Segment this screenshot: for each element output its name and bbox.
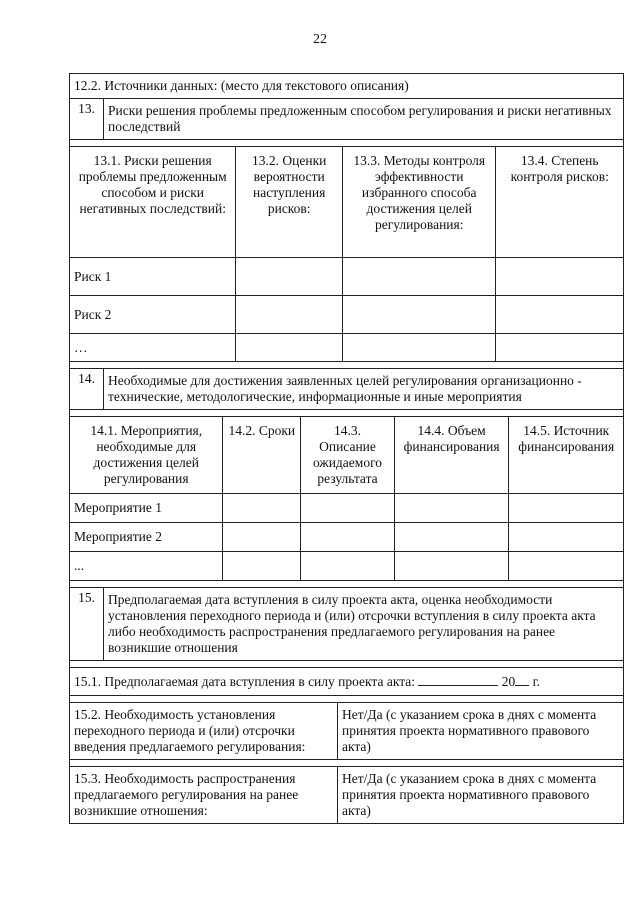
risk-1-methods xyxy=(343,258,496,295)
col-13-4-header: 13.4. Степень контроля рисков: xyxy=(510,153,609,184)
section-15-2-value: Нет/Да (с указанием срока в днях с момента принятия проекта нормативного правового акта) xyxy=(342,707,597,754)
measure-1-source xyxy=(509,494,623,522)
section-15-1-label: 15.1. Предполагаемая дата вступления в силу проекта акта: xyxy=(74,674,416,689)
col-13-1-header: 13.1. Риски решения проблемы предложенным способом и риски негативных последствий: xyxy=(70,147,236,257)
col-13-3-header: 13.3. Методы контроля эффективности избранного способа достижения целей регулирования: xyxy=(343,147,496,257)
col-14-2-header: 14.2. Сроки xyxy=(223,417,301,493)
section-15-1 xyxy=(69,667,624,696)
measure-more-label: ... xyxy=(70,552,223,580)
col-13-2-header: 13.2. Оценки вероятности наступления рисков: xyxy=(236,147,343,257)
measure-1-result xyxy=(301,494,395,522)
measure-more-amount xyxy=(395,552,510,580)
table-row xyxy=(69,334,624,362)
risk-1-label: Риск 1 xyxy=(70,258,236,295)
measure-1-term xyxy=(223,494,301,522)
section-14-table-header xyxy=(69,416,624,494)
section-15-3-value: Нет/Да (с указанием срока в днях с момента принятия проекта нормативного правового акта) xyxy=(342,771,597,818)
table-row xyxy=(69,258,624,296)
measure-2-term xyxy=(223,523,301,551)
section-15-1-row xyxy=(70,668,623,695)
measure-2-source xyxy=(509,523,623,551)
risk-more-methods xyxy=(343,334,496,361)
section-13-number: 13. xyxy=(70,99,104,139)
risk-2-probability xyxy=(236,296,343,333)
section-15-3-label: 15.3. Необходимость распространения предлагаемого регулирования на ранее возникшие отношения: xyxy=(70,767,338,823)
measure-2-label: Мероприятие 2 xyxy=(70,523,223,551)
section-13-title: Риски решения проблемы предложенным способом регулирования и риски негативных последствий xyxy=(108,103,612,134)
risk-more-control xyxy=(496,334,623,361)
measure-1-label: Мероприятие 1 xyxy=(70,494,223,522)
measure-more-term xyxy=(223,552,301,580)
col-14-3-header: 14.3. Описание ожидаемого результата xyxy=(301,417,395,493)
col-14-5-header: 14.5. Источник финансирования xyxy=(518,423,615,454)
risk-1-control xyxy=(496,258,623,295)
col-14-4-header: 14.4. Объем финансирования xyxy=(395,417,510,493)
section-12-2-text: 12.2. Источники данных: (место для текстового описания) xyxy=(74,78,409,93)
measure-2-amount xyxy=(395,523,510,551)
year-blank-line[interactable] xyxy=(515,673,529,686)
table-row xyxy=(69,523,624,552)
section-13-table-header xyxy=(69,146,624,258)
risk-2-control xyxy=(496,296,623,333)
section-14-header xyxy=(69,368,624,410)
risk-2-methods xyxy=(343,296,496,333)
risk-1-probability xyxy=(236,258,343,295)
risk-more-label: … xyxy=(70,334,236,361)
table-row xyxy=(69,552,624,581)
table-row xyxy=(69,494,624,523)
section-15-number: 15. xyxy=(70,588,104,660)
section-15-2-label: 15.2. Необходимость установления переходного периода и (или) отсрочки введения предлагаемого регулирования: xyxy=(70,703,338,759)
section-15-2 xyxy=(69,702,624,760)
section-12-2 xyxy=(69,73,624,99)
measure-1-amount xyxy=(395,494,510,522)
page-number: 22 xyxy=(313,32,327,47)
form-document xyxy=(69,73,624,824)
date-blank-line[interactable] xyxy=(418,673,498,686)
section-15-3 xyxy=(69,766,624,824)
risk-more-probability xyxy=(236,334,343,361)
measure-2-result xyxy=(301,523,395,551)
section-13-header xyxy=(69,99,624,140)
risk-2-label: Риск 2 xyxy=(70,296,236,333)
measure-more-source xyxy=(509,552,623,580)
section-15-title: Предполагаемая дата вступления в силу проекта акта, оценка необходимости установления переходного периода и (или) отсрочки вступления в силу проекта акта либо необходимость распространения предлагаемого регулирования на ранее возникшие отношения xyxy=(108,592,596,655)
section-14-title: Необходимые для достижения заявленных целей регулирования организационно - технические, методологические, информационные и иные мероприятия xyxy=(108,373,582,404)
year-suffix: г. xyxy=(532,674,541,689)
measure-more-result xyxy=(301,552,395,580)
section-14-number: 14. xyxy=(70,369,104,409)
section-15-header xyxy=(69,587,624,661)
year-prefix: 20 xyxy=(501,674,516,689)
col-14-1-header: 14.1. Мероприятия, необходимые для достижения целей регулирования xyxy=(70,417,223,493)
table-row xyxy=(69,296,624,334)
